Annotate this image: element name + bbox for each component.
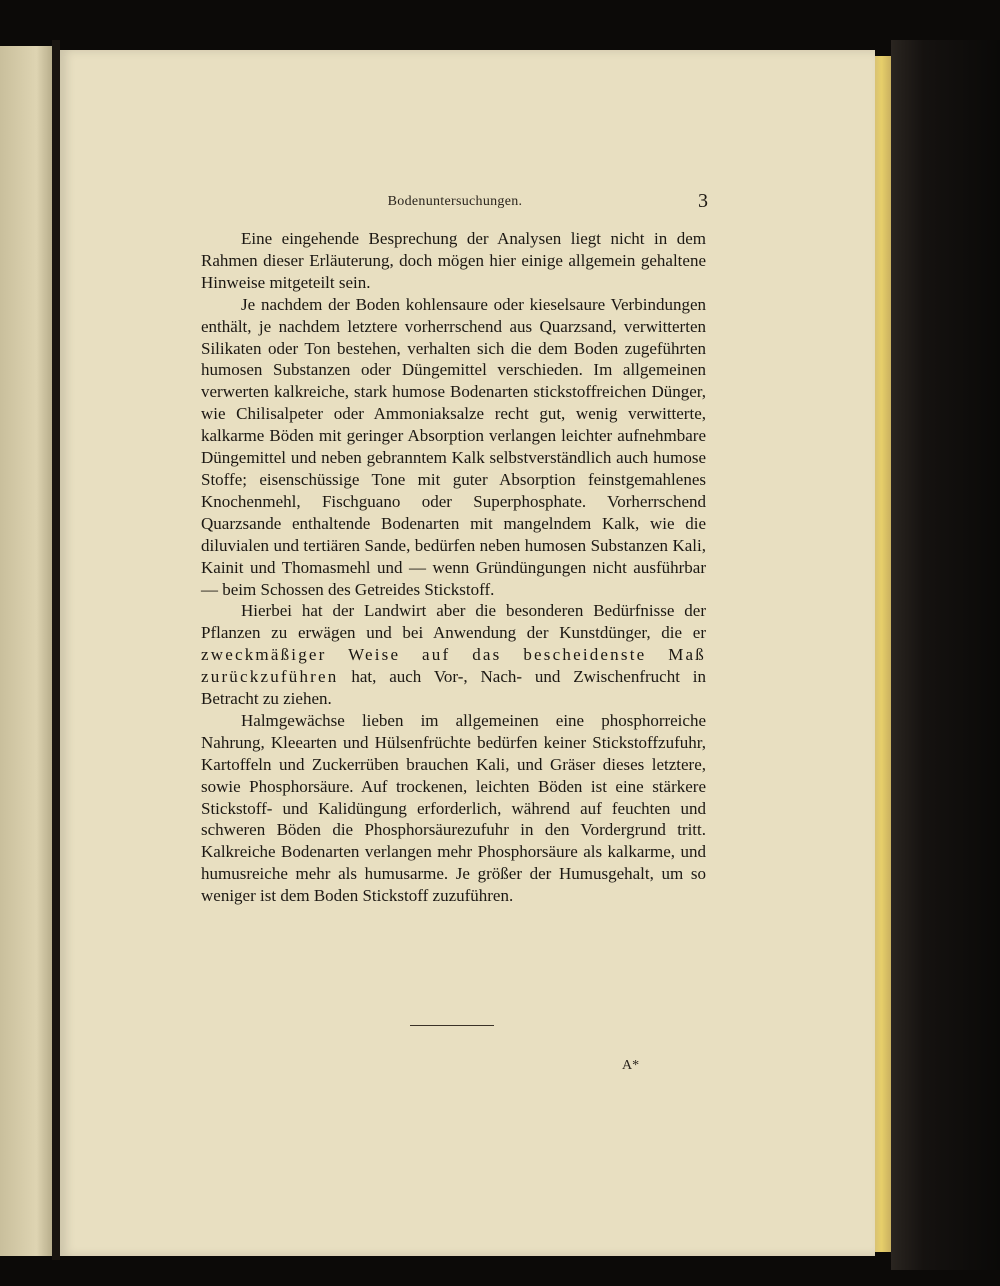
closing-rule <box>410 1025 494 1026</box>
paragraph-3 <box>201 600 706 710</box>
paragraph-4: Halmgewächse lieben im allgemeinen eine phosphorreiche Nahrung, Kleearten und Hülsenfrüchte bedürfen keiner Stickstoffzufuhr, Kartoffeln und Zuckerrüben brauchen Kali, und Gräser dieses letztere, sowie Phosphorsäure. Auf trockenen, leichten Böden ist eine stärkere Stickstoff- und Kalidüngung erforderlich, während auf feuchten und schweren Böden die Phosphorsäurezufuhr in den Vordergrund tritt. Kalkreiche Bodenarten verlangen mehr Phosphorsäure als kalkarme, und humusreiche mehr als humusarme. Je größer der Humusgehalt, um so weniger ist dem Boden Stickstoff zuzuführen. <box>201 710 706 906</box>
page-block-edge <box>875 56 891 1252</box>
book-gutter <box>52 40 60 1260</box>
facing-page-edge <box>0 46 52 1256</box>
book-cover-edge <box>891 40 1000 1270</box>
paragraph-3-start: Hierbei hat der Landwirt aber die besonderen Bedürfnisse der Pflanzen zu erwägen und bei Anwendung der Kunstdünger, die er <box>201 601 706 643</box>
running-title: Bodenuntersuchungen. <box>387 194 523 209</box>
body-text <box>201 228 706 907</box>
paragraph-3-end: hat, auch Vor-, Nach- und Zwischenfrucht in Betracht zu ziehen. <box>201 667 706 709</box>
page-header <box>200 190 710 218</box>
paragraph-1: Eine eingehende Besprechung der Analysen liegt nicht in dem Rahmen dieser Erläuterung, doch mögen hier einige allgemein gehaltene Hinweise mitgeteilt sein. <box>201 229 706 292</box>
paragraph-3-spaced-emphasis: zweckmäßiger Weise auf das bescheidenste Maß zurückzuführen <box>201 645 706 687</box>
page-number: 3 <box>698 190 708 212</box>
paragraph-2: Je nachdem der Boden kohlensaure oder kieselsaure Verbindungen enthält, je nachdem letztere vorherrschend aus Quarzsand, verwitterten Silikaten oder Ton bestehen, verhalten sich die dem Boden zugeführten humosen Substanzen oder Düngemittel verschieden. Im allgemeinen verwerten kalkreiche, stark humose Bodenarten stickstoffreichen Dünger, wie Chilisalpeter oder Ammoniaksalze recht gut, wenig verwitterte, kalkarme Böden mit geringer Absorption verlangen leichter aufnehmbare Düngemittel und neben gebranntem Kalk selbstverständlich auch humose Stoffe; eisenschüssige Tone mit guter Absorption feinstgemahlenes Knochenmehl, Fischguano oder Superphosphate. Vorherrschend Quarzsande enthaltende Bodenarten mit mangelndem Kalk, wie die diluvialen und tertiären Sande, bedürfen neben humosen Substanzen Kali, Kainit und Thomasmehl und — wenn Gründüngungen nicht ausführbar — beim Schossen des Getreides Stickstoff. <box>201 294 706 599</box>
signature-mark: A* <box>622 1058 640 1073</box>
